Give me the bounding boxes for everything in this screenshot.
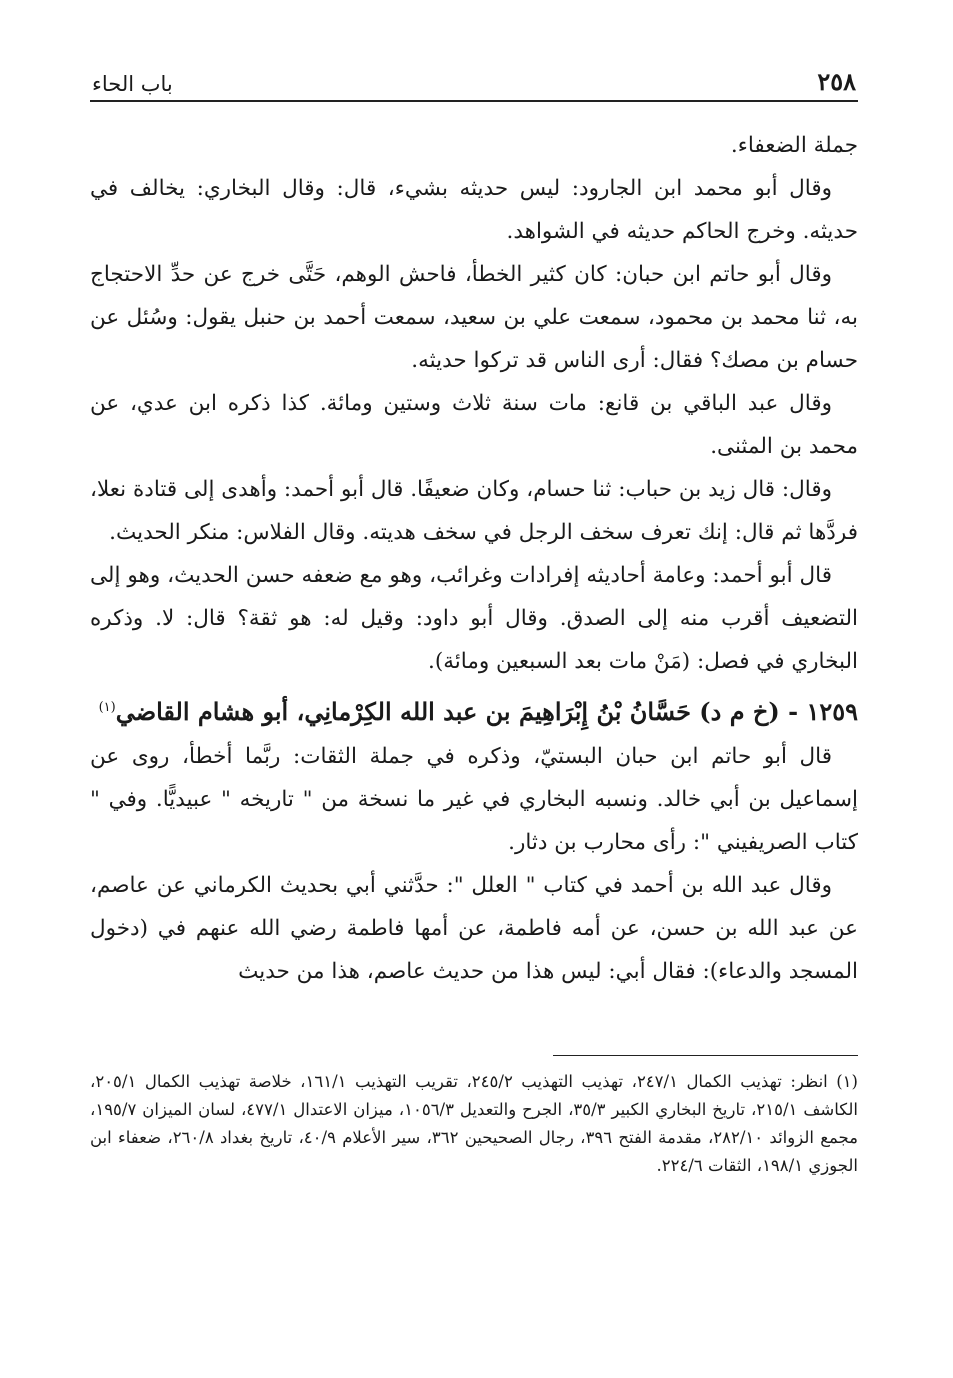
page-header [90, 52, 858, 102]
paragraph: قال أبو أحمد: وعامة أحاديثه إفرادات وغرائب، وهو مع ضعفه حسن الحديث، وهو إلى التضعيف أقرب منه إلى الصدق. وقال أبو داود: وقيل له: هو ثقة؟ قال: لا. وذكره البخاري في فصل: (مَنْ مات بعد السبعين ومائة). [90, 563, 858, 674]
entry-heading [90, 685, 858, 735]
paragraph: وقال أبو حاتم ابن حبان: كان كثير الخطأ، فاحش الوهم، حَتَّى خرج عن حدِّ الاحتجاج به، ثنا محمد بن محمود، سمعت علي بن سعيد، سمعت أحمد بن حنبل يقول: وسُئل عن حسام بن مصك؟ فقال: أرى الناس قد تركوا حديثه. [90, 262, 858, 373]
footnotes [90, 1068, 858, 1180]
main-text [90, 124, 858, 993]
paragraph: جملة الضعفاء. [730, 133, 858, 158]
page-number: ٢٥٨ [817, 67, 856, 96]
entry-title: ١٢٥٩ - (خ م د) حَسَّانُ بْنُ إِبْرَاهِيمَ بن عبد الله الكِرْمانِي، أبو هشام القاضي [115, 697, 858, 726]
footnote-divider [553, 1055, 858, 1056]
footnote: (١) انظر: تهذيب الكمال ٢٤٧/١، تهذيب التهذيب ٢٤٥/٢، تقريب التهذيب ١٦١/١، خلاصة تهذيب الكمال ٢٠٥/١، الكاشف ٢١٥/١، تاريخ البخاري الكبير ٣٥/٣، الجرح والتعديل ١٠٥٦/٣، ميزان الاعتدال ٤٧٧/١، لسان الميزان ١٩٥/٧، مجمع الزوائد ٢٨٢/١٠، مقدمة الفتح ٣٩٦، رجال الصحيحين ٣٦٢، سير الأعلام ٤٠/٩، تاريخ بغداد ٢٦٠/٨، ضعفاء ابن الجوزي ١٩٨/١، الثقات ٢٢٤/٦. [90, 1072, 859, 1175]
footnote-marker: (١) [98, 700, 116, 715]
paragraph: وقال: قال زيد بن حباب: ثنا حسام، وكان ضعيفًا. قال أبو أحمد: وأهدى إلى قتادة نعلا، فردَّها ثم قال: إنك تعرف سخف الرجل في سخف هديته. وقال الفلاس: منكر الحديث. [90, 477, 858, 545]
book-page [90, 52, 858, 1180]
paragraph: وقال أبو محمد ابن الجارود: ليس حديثه بشيء، قال: وقال البخاري: يخالف في حديثه. وخرج الحاكم حديثه في الشواهد. [90, 176, 858, 244]
paragraph: وقال عبد الله بن أحمد في كتاب " العلل ": حدَّثني أبي بحديث الكرماني عن عاصم، عن عبد الله بن حسن، عن أمه فاطمة، عن أمها فاطمة رضي الله عنهم في (دخول المسجد والدعاء): فقال أبي: ليس هذا من حديث عاصم، هذا من حديث [90, 873, 858, 984]
paragraph: قال أبو حاتم ابن حبان البستيّ، وذكره في جملة الثقات: ربَّما أخطأ، روى عن إسماعيل بن أبي خالد. ونسبه البخاري في غير ما نسخة من " تاريخه " عبيديًّا. وفي " كتاب الصريفيني ": رأى محارب بن دثار. [90, 744, 858, 855]
running-head: باب الحاء [92, 72, 173, 96]
paragraph: وقال عبد الباقي بن قانع: مات سنة ثلاث وستين ومائة. كذا ذكره ابن عدي، عن محمد بن المثنى. [90, 391, 858, 459]
